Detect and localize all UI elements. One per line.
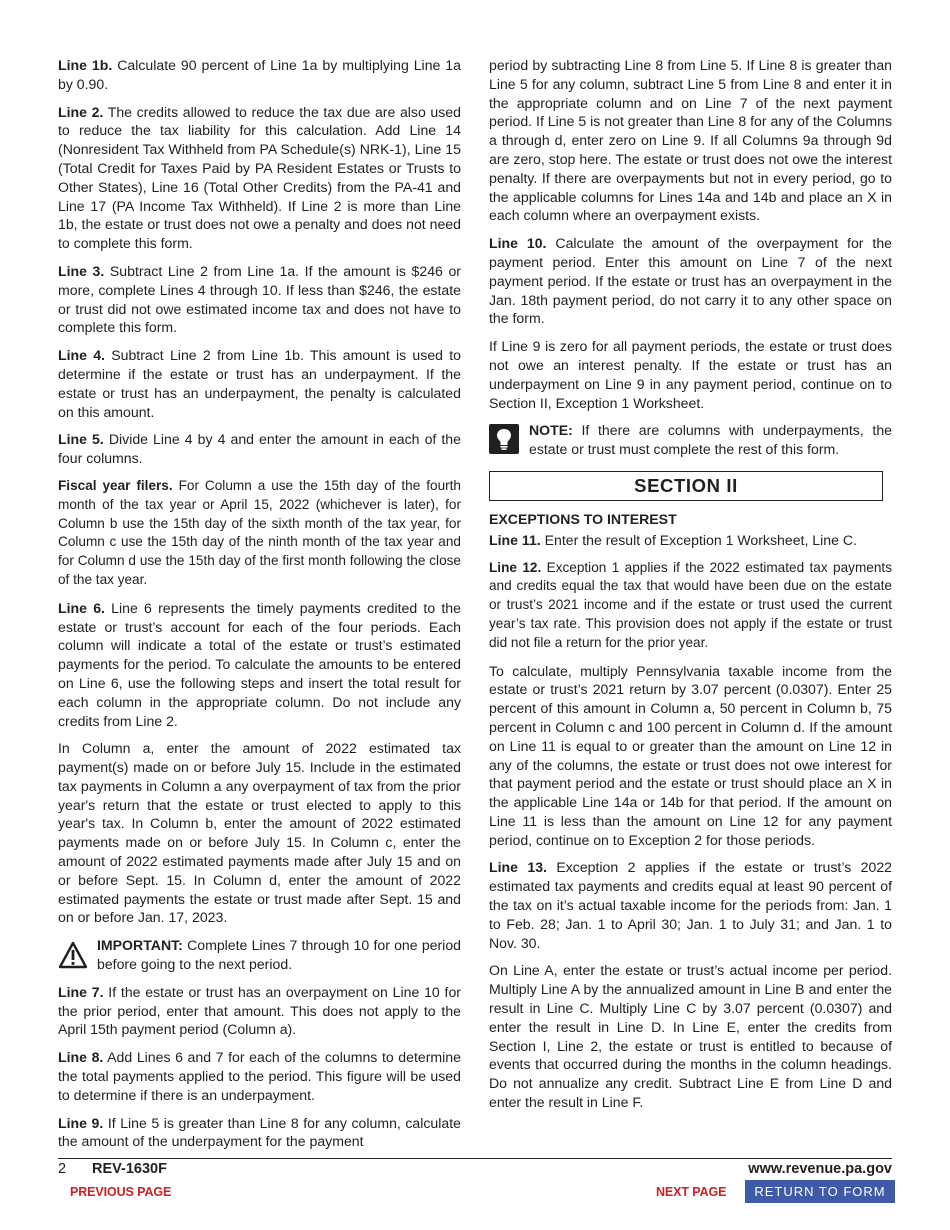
line-13-paragraph: Line 13. Exception 2 applies if the estate or trust’s 2022 estimated tax payments and credits equal at least 90 percent of the tax on it’s actual taxable income for the periods from: Jan. 1 to Feb. 28; Jan. 1 to April 30; Jan. 1 to July 31; and Jan. 1 to Nov. 30. xyxy=(489,859,893,951)
line-3-paragraph: Line 3. Subtract Line 2 from Line 1a. If the amount is $246 or more, complete Lines 4 through 10. If less than $246, the estate or trust did not owe estimated income tax and does not have to complete this form. xyxy=(58,262,461,336)
page-number: 2 xyxy=(58,1161,67,1177)
form-id: REV-1630F xyxy=(92,1161,167,1177)
line-1b-paragraph: Line 1b. Calculate 90 percent of Line 1a by multiplying Line 1a by 0.90. xyxy=(58,57,461,92)
footer-divider xyxy=(58,1158,892,1159)
line-7-paragraph: Line 7. If the estate or trust has an overpayment on Line 10 for the prior period, enter that amount. This does not apply to the April 15th payment period (Column a). xyxy=(58,983,461,1038)
line-9-continued-paragraph: period by subtracting Line 8 from Line 5. If Line 8 is greater than Line 5 for any column, subtract Line 5 from Line 8 and enter it in the appropriate column and on Line 7 of the next payment period. If Line 5 is not greater than Line 8 for any of the Columns a through d, enter zero on Line 9. If all Columns 9a through 9d are zero, stop here. The estate or trust does not owe the interest penalty. If there are overpayments but not in every period, go to the applicable columns for Lines 14a and 14b and place an X in each column where an overpayment exists. xyxy=(489,57,892,224)
warning-triangle-icon xyxy=(58,941,88,969)
line-11-paragraph: Line 11. Enter the result of Exception 1 Worksheet, Line C. xyxy=(489,531,857,548)
line-9-paragraph: Line 9. If Line 5 is greater than Line 8 for any column, calculate the amount of the underpayment for the payment xyxy=(58,1114,461,1150)
line-4-paragraph: Line 4. Subtract Line 2 from Line 1b. This amount is used to determine if the estate or trust has an underpayment. If the estate or trust has an underpayment, the penalty is calculated on this amount. xyxy=(58,347,461,420)
lightbulb-icon xyxy=(489,424,519,454)
calculate-paragraph: To calculate, multiply Pennsylvania taxable income from the estate or trust’s 2021 return by 3.07 percent (0.0307). Enter 25 percent of this amount in Column a, 50 percent in Column b, 75 percent in Column c and 100 percent in Column d. If the amount on Line 11 is equal to or greater than the amount on Line 12 in any of the columns, the estate or trust does not owe interest for that payment period and the estate or trust should place an X in the applicable Line 14a or 14b for that period. If the amount on Line 11 is less than the amount on Line 12 for any payment period, continue on to Exception 2 for those periods. xyxy=(489,662,892,848)
line-10-paragraph: Line 10. Calculate the amount of the overpayment for the payment period. Enter this amount on Line 7 of the next payment period. If the estate or trust has an overpayment in the Jan. 18th payment period, do not carry it to any other space on the form. xyxy=(489,235,892,327)
return-to-form-button[interactable]: RETURN TO FORM xyxy=(745,1180,895,1203)
website-link[interactable]: www.revenue.pa.gov xyxy=(748,1161,892,1177)
line-6-paragraph: Line 6. Line 6 represents the timely payments credited to the estate or trust’s account for each of the four periods. Each column will indicate a total of the estate or trust’s estimated payments for the period. To calculate the amounts to be entered on Line 6, use the following steps and insert the total result for each column in the appropriate column. Do not include any credits from Line 2. xyxy=(58,599,461,729)
line-a-paragraph: On Line A, enter the estate or trust’s actual income per period. Multiply Line A by the annualized amount in Line B and enter the result in Line C. Multiply Line C by 3.07 percent (0.0307) and enter the result in Line D. In Line E, enter the credits from Section I, Line 2, the estate or trust is entitled to because of events that occurred during the months in the column headings. Do not annualize any credit. Subtract Line E from Line D and enter the result in Line F. xyxy=(489,962,892,1111)
line-12-paragraph: Line 12. Exception 1 applies if the 2022 estimated tax payments and credits equal the tax that would have been due on the estate or trust’s 2021 income and if the estate or trust used the current year’s tax rate. This provision does not apply if the estate or trust did not file a return for the prior year. xyxy=(489,559,892,650)
line-5-paragraph: Line 5. Divide Line 4 by 4 and enter the amount in each of the four columns. xyxy=(58,431,461,467)
note-callout xyxy=(489,421,892,459)
next-page-link[interactable]: NEXT PAGE xyxy=(656,1185,727,1199)
right-column xyxy=(489,56,892,1121)
section-ii-heading: SECTION II xyxy=(489,471,883,501)
important-callout xyxy=(58,936,461,974)
note-text: NOTE: If there are columns with underpayments, the estate or trust must complete the rest of this form. xyxy=(529,422,892,458)
fiscal-year-paragraph: Fiscal year filers. For Column a use the 15th day of the fourth month of the tax year or April 15, 2022 (whichever is later), for Column b use the 15th day of the sixth month of the tax year, for Column c use the 15th day of the ninth month of the tax year and for Column d use the 15th day of the first month following the close of the tax year. xyxy=(58,477,461,587)
line-8-paragraph: Line 8. Add Lines 6 and 7 for each of the columns to determine the total payments applied to the period. This figure will be used to determine if there is an underpayment. xyxy=(58,1049,461,1103)
left-column xyxy=(58,56,461,1160)
line-2-paragraph: Line 2. The credits allowed to reduce the tax due are also used to reduce the tax liability for this calculation. Add Line 14 (Nonresident Tax Withheld from PA Schedule(s) NRK-1), Line 15 (Total Credit for Taxes Paid by PA Resident Estates or Trusts to Other States), Line 16 (Total Other Credits) from the PA-41 and Line 17 (PA Income Tax Withheld). If Line 2 is more than Line 1b, the estate or trust does not owe a penalty and does not need to complete this form. xyxy=(58,103,461,252)
column-a-paragraph: In Column a, enter the amount of 2022 estimated tax payment(s) made on or before July 15. Include in the estimated tax payments in Column a any overpayment of tax from the prior year's return that the estate or trust elected to apply to this year's tax. In Column b, enter the amount of 2022 estimated payments made on or before July 15. In Column c, enter the amount of 2022 estimated payments made after July 15 and on or before Sept. 15. In Column d, enter the amount of 2022 estimated payments the estate or trust made after Sept. 15 and on or before Jan. 17, 2023. xyxy=(58,740,461,926)
exceptions-heading: EXCEPTIONS TO INTEREST xyxy=(489,510,677,527)
previous-page-link[interactable]: PREVIOUS PAGE xyxy=(70,1185,172,1199)
important-text: IMPORTANT: Complete Lines 7 through 10 for one period before going to the next period. xyxy=(97,937,461,973)
line-9-zero-paragraph: If Line 9 is zero for all payment periods, the estate or trust does not owe an interest penalty. If the estate or trust has an underpayment on Line 9 in any payment period, continue on to Section II, Exception 1 Worksheet. xyxy=(489,338,892,411)
